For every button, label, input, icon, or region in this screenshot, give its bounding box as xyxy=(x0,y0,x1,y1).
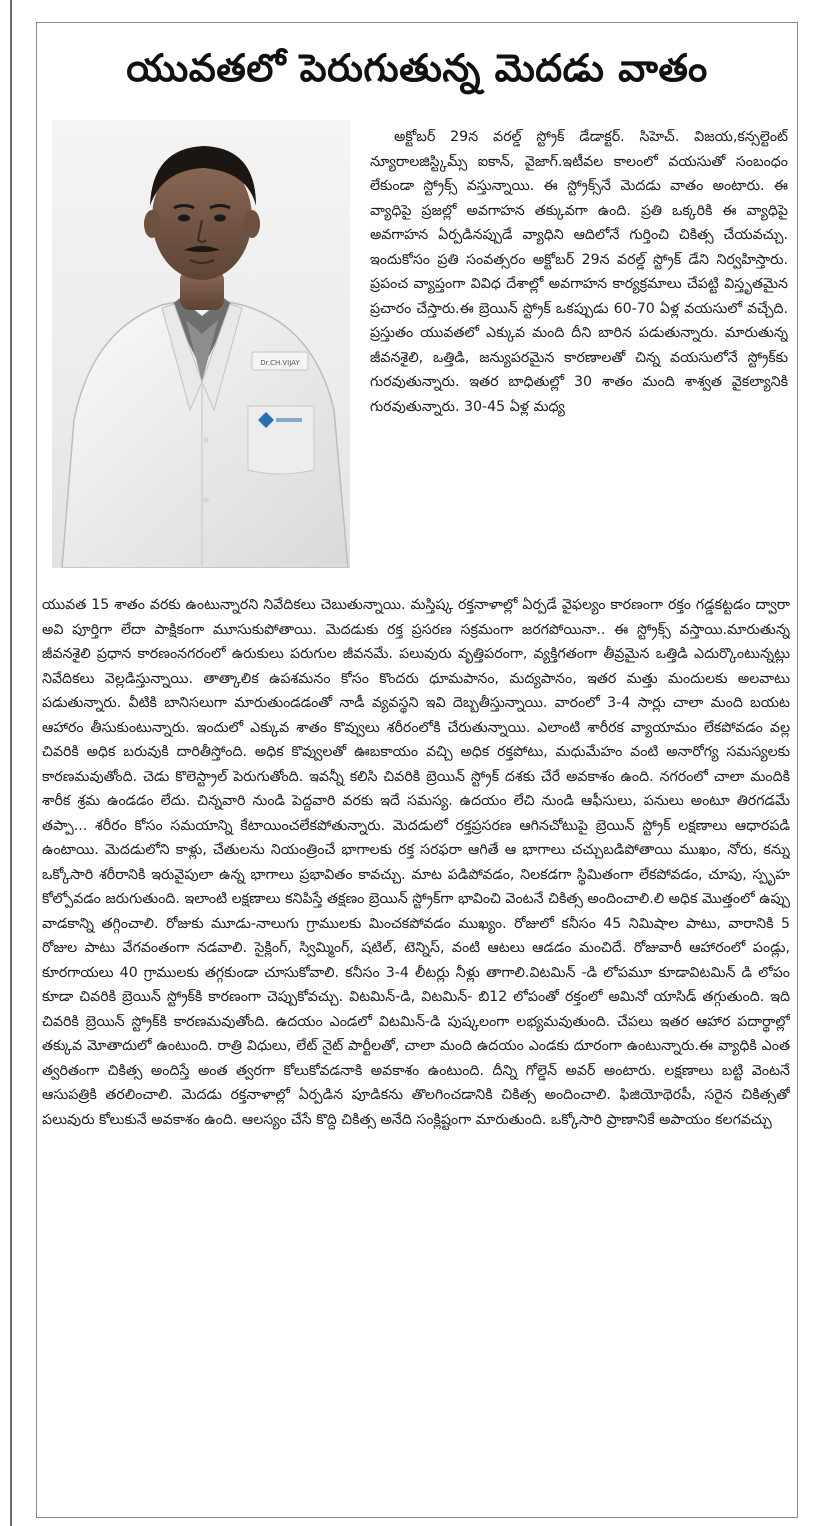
article-headline: యువతలో పెరుగుతున్న మెదడు వాతం xyxy=(126,46,708,90)
coat-name-badge: Dr.CH.VIJAY xyxy=(260,359,300,367)
page-edge-rule xyxy=(10,0,12,1526)
article-body-lower: యువత 15 శాతం వరకు ఉంటున్నారని నివేదికలు చెబుతున్నాయి. మస్తిష్క రక్తనాళాల్లో ఏర్పడే వైఫల్యం కారణంగా రక్తం గడ్డకట్టడం ద్వారా అవి పూర్తిగా లేదా పాక్షికంగా మూసుకుపోతాయి. మెదడుకు రక్త ప్రసరణ సక్రమంగా జరగపోయినా.. ఈ స్ట్రోక్స్ వస్తాయి.మారుతున్న జీవనశైలి ప్రధాన కారణంనగరంలో ఉరుకులు పరుగుల జీవనమే. పలువురు వృత్తిపరంగా, వ్యక్తిగతంగా తీవ్రమైన ఒత్తిడి ఎదుర్కొంటున్నట్లు నివేదికలు వెల్లడిస్తున్నాయి. తాత్కాలిక ఉపశమనం కోసం కొందరు ధూమపానం, మద్యపానం, ఇతర మత్తు మందులకు అలవాటు పడుతున్నారు. వీటికి బానిసలుగా మారుతుండడంతో నాడీ వ్యవస్థని ఇవి దెబ్బతీస్తున్నాయి. వారంలో 3-4 సార్లు చాలా మంది బయట ఆహారం తీసుకుంటున్నారు. ఇందులో ఎక్కువ శాతం కొవ్వులు శరీరంలోకి చేరుతున్నాయి. ఎలాంటి శారీరక వ్యాయామం లేకపోవడం వల్ల చివరికి అధిక బరువుకి దారితీస్తోంది. అధిక కొవ్వులతో ఊబకాయం వచ్చి అధిక రక్తపోటు, మధుమేహం వంటి అనారోగ్య సమస్యలకు కారణమవుతోంది. చెడు కొలెస్ట్రాల్ పెరుగుతోంది. ఇవన్నీ కలిసి చివరికి బ్రెయిన్ స్ట్రోక్ దశకు చేరే అవకాశం ఉంది. నగరంలో చాలా మందికి శారీక శ్రమ ఉండడం లేదు. చిన్నవారి నుండి పెద్దవారి వరకు ఇదే సమస్య. ఉదయం లేచి నుండి ఆఫీసులు, పనులు అంటూ తిరగడమే తప్పా... శరీరం కోసం సమయాన్ని కేటాయించలేకపోతున్నారు. మెదడులో రక్తప్రసరణ ఆగినచోటుపై బ్రెయిన్ స్ట్రోక్ లక్షణాలు ఆధారపడి ఉంటాయి. మెదడులోని కాళ్లు, చేతులను నియంత్రించే భాగాలకు రక్త సరఫరా ఆగితే ఆ భాగాలు చచ్చుబడిపోతాయి ముఖం, నోరు, కన్ను ఒక్కోసారి శరీరానికి ఇరువైపులా ఉన్న భాగాలు ప్రభావితం కావచ్చు. మాట పడిపోవడం, నిలకడగా స్థిమితంగా లేకపోవడం, చూపు, స్పృహ కోల్పోవడం జరుగుతుంది. ఇలాంటి లక్షణాలు కనిపిస్తే తక్షణం బ్రెయిన్ స్ట్రోక్‌గా భావించి వెంటనే చికిత్స అందించాలి.లి అధిక మొత్తంలో ఉప్పు వాడకాన్ని తగ్గించాలి. రోజుకు మూడు-నాలుగు గ్రాములకు మించకపోవడం ముఖ్యం. రోజులో కనీసం 45 నిమిషాల పాటు, వారానికి 5 రోజుల పాటు వేగవంతంగా నడవాలి. సైక్లింగ్, స్విమ్మింగ్, షటిల్, టెన్నిస్, వంటి ఆటలు ఆడడం మంచిదే. రోజువారీ ఆహారంలో పండ్లు, కూరగాయలు 40 గ్రాములకు తగ్గకుండా చూసుకోవాలి. కనీసం 3-4 లీటర్లు నీళ్లు తాగాలి.విటమిన్ -డి లోపమూ కూడావిటమిన్ డి లోపం కూడా చివరికి బ్రెయిన్ స్ట్రోక్‌కి కారణంగా చెప్పుకోవచ్చు. విటమిన్-డి, విటమిన్- బి12 లోపంతో రక్తంలో అమినో యాసిడ్ తగ్గుతుంది. ఇది చివరికి బ్రెయిన్ స్ట్రోక్‌కి కారణమవుతోంది. ఉదయం ఎండలో విటమిన్-డి పుష్కలంగా లభ్యమవుతుంది. చేపలు ఇతర ఆహార పదార్థాల్లో తక్కువ మోతాదులో ఉంటుంది. రాత్రి విధులు, లేట్ నైట్ పార్టీలతో, చాలా మంది ఉదయం ఎండకు దూరంగా ఉంటున్నారు.ఈ వ్యాధికి ఎంత త్వరితంగా చికిత్స అందిస్తే అంత త్వరగా కోలుకోవడనాకి అవకాశం ఉంటుంది. దీన్ని గోల్డెన్ అవర్ అంటారు. లక్షణాలు బట్టి వెంటనే ఆసుపత్రికి తరలించాలి. మెదడు రక్తనాళాల్లో ఏర్పడిన పూడికను తొలగించడానికి చికిత్స అందించాలి. ఫిజియోథెరపీ, సరైన చికిత్సతో పలువురు కోలుకునే అవకాశం ఉంది. ఆలస్యం చేసే కొద్ది చికిత్స అనేది సంక్లిష్టంగా మారుతుంది. ఒక్కోసారి ప్రాణానికే అపాయం కలగవచ్చు xyxy=(42,597,790,1128)
doctor-photo xyxy=(52,120,350,568)
doctor-portrait-illustration xyxy=(52,120,350,568)
article-body-upper: అక్టోబర్ 29న వరల్డ్ స్ట్రోక్ డేడాక్టర్. సిహెచ్. విజయ,కన్సల్టెంట్ న్యూరాలజిస్ట్కిమ్స్ ఐకాన్, వైజాగ్.ఇటీవల కాలంలో వయసుతో సంబంధం లేకుండా స్ట్రోక్స్ వస్తున్నాయి. ఈ స్ట్రోక్స్‌నే మెదడు వాతం అంటారు. ఈ వ్యాధిపై ప్రజల్లో అవగాహన తక్కువగా ఉంది. ప్రతి ఒక్కరికి ఈ వ్యాధిపై అవగాహన ఏర్పడినప్పుడే వ్యాధిని ఆదిలోనే గుర్తించి చికిత్స చేయవచ్చు. ఇందుకోసం ప్రతి సంవత్సరం అక్టోబర్ 29న వరల్డ్ స్ట్రోక్ డేని నిర్వహిస్తారు. ప్రపంచ వ్యాప్తంగా వివిధ దేశాల్లో అవగాహన కార్యక్రమాలు చేపట్టి విస్తృతమైన ప్రచారం చేస్తారు.ఈ బ్రెయిన్ స్ట్రోక్ ఒకప్పుడు 60-70 ఏళ్ల వయసులో వచ్చేది. ప్రస్తుతం యువతలో ఎక్కువ మంది దీని బారిన పడుతున్నారు. మారుతున్న జీవనశైలి, ఒత్తిడి, జన్యుపరమైన కారణాలతో చిన్న వయసులోనే స్ట్రోక్‌కు గురవుతున్నారు. ఇతర బాధితుల్లో 30 శాతం మంది శాశ్వత వైకల్యానికి గురవుతున్నారు. 30-45 ఏళ్ల మధ్య xyxy=(370,129,788,415)
